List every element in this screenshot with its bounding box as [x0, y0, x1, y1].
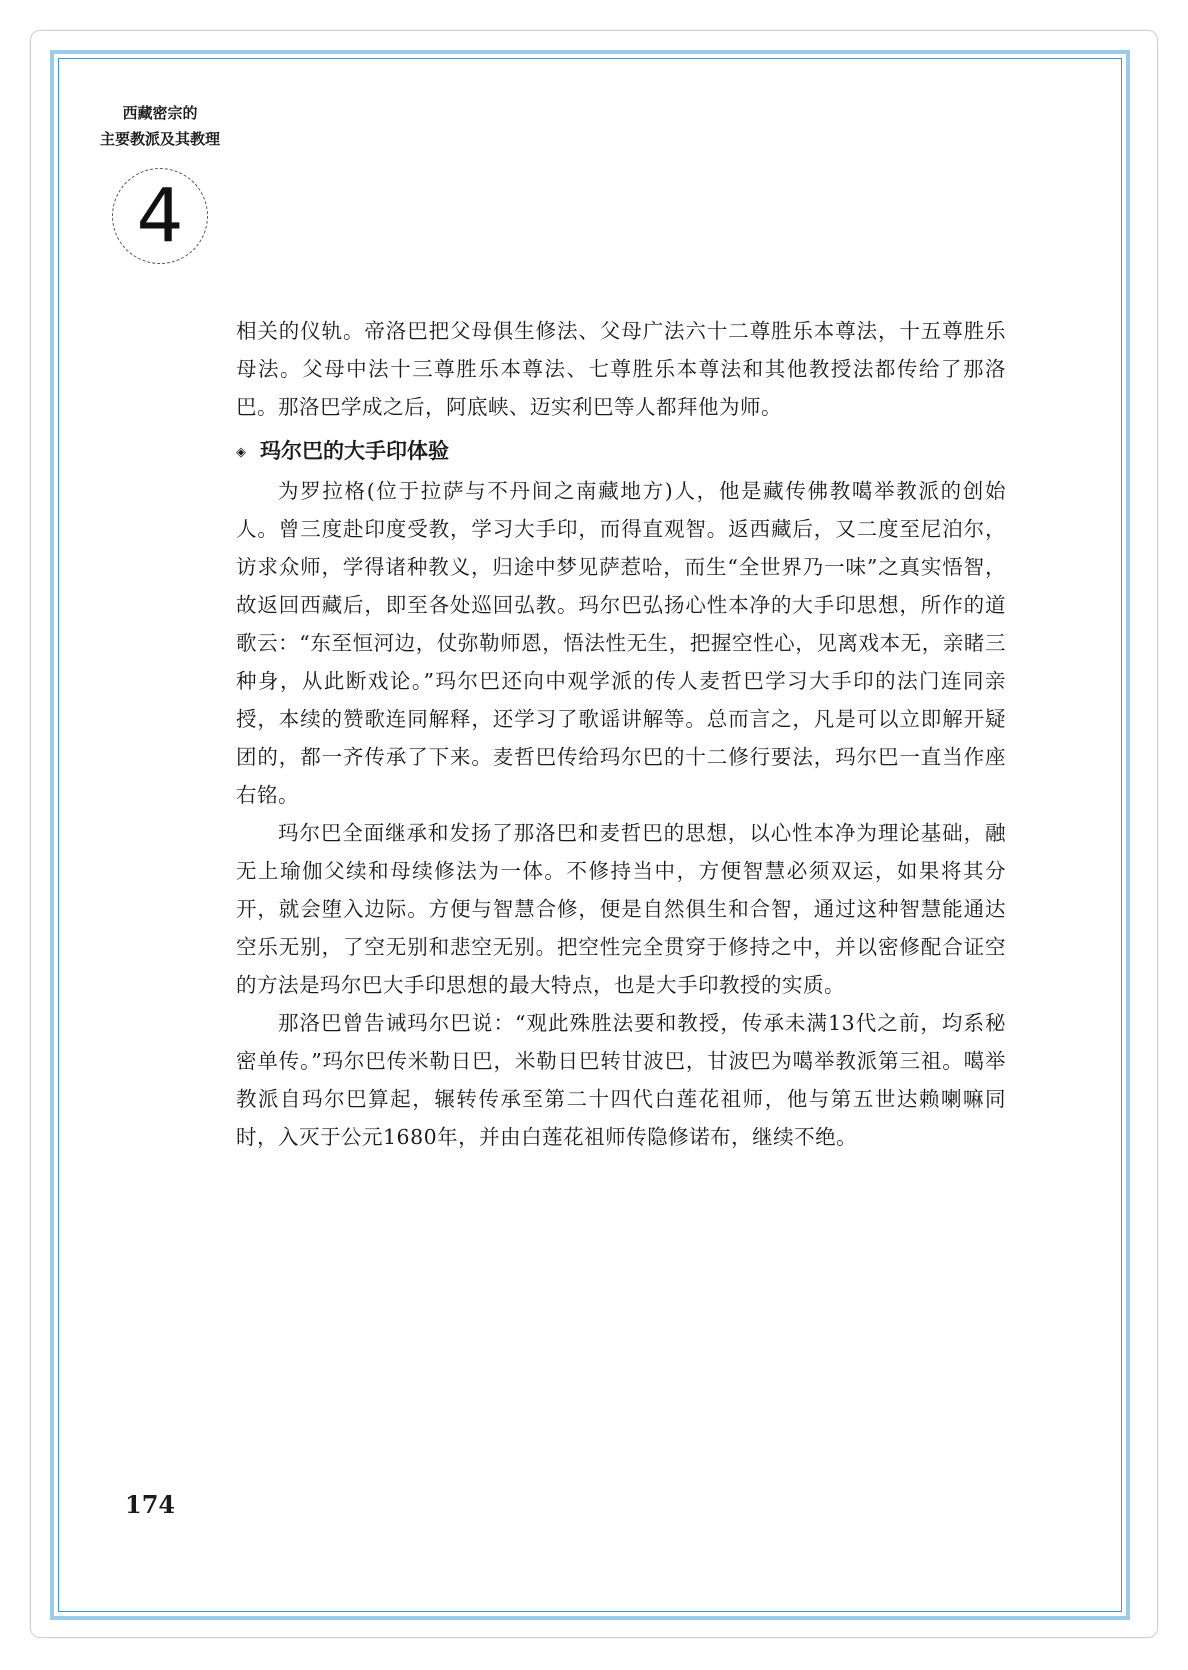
- paragraph-continued: 相关的仪轨。帝洛巴把父母俱生修法、父母广法六十二尊胜乐本尊法，十五尊胜乐母法。父母中法十三尊胜乐本尊法、七尊胜乐本尊法和其他教授法都传给了那洛巴。那洛巴学成之后，阿底峡、迈实利巴等人都拜他为师。: [236, 319, 1006, 419]
- section-bullet-icon: ◈: [236, 445, 246, 460]
- chapter-header-line2: 主要教派及其教理: [99, 130, 220, 148]
- chapter-header-line1: 西藏密宗的: [122, 104, 198, 122]
- paragraph: 那洛巴曾告诫玛尔巴说：“观此殊胜法要和教授，传承未满13代之前，均系秘密单传。”玛尔巴传米勒日巴，米勒日巴转甘波巴，甘波巴为噶举教派第三祖。噶举教派自玛尔巴算起，辗转传承至第二十四代白莲花祖师，他与第五世达赖喇嘛同时，入灭于公元1680年，并由白莲花祖师传隐修诺布，继续不绝。: [236, 1011, 1006, 1149]
- page-number: 174: [125, 1490, 176, 1519]
- paragraph: 为罗拉格(位于拉萨与不丹间之南藏地方)人，他是藏传佛教噶举教派的创始人。曾三度赴印度受教，学习大手印，而得直观智。返西藏后，又二度至尼泊尔，访求众师，学得诸种教义，归途中梦见萨惹哈，而生“全世界乃一味”之真实悟智，故返回西藏后，即至各处巡回弘教。玛尔巴弘扬心性本净的大手印思想，所作的道歌云：“东至恒河边，仗弥勒师恩，悟法性无生，把握空性心，见离戏本无，亲睹三种身，从此断戏论。”玛尔巴还向中观学派的传人麦哲巴学习大手印的法门连同亲授，本续的赞歌连同解释，还学习了歌谣讲解等。总而言之，凡是可以立即解开疑团的，都一齐传承了下来。麦哲巴传给玛尔巴的十二修行要法，玛尔巴一直当作座右铭。: [236, 479, 1006, 807]
- chapter-number: 4: [136, 173, 184, 259]
- section-heading: [236, 432, 1006, 472]
- paragraph: 玛尔巴全面继承和发扬了那洛巴和麦哲巴的思想，以心性本净为理论基础，融无上瑜伽父续和母续修法为一体。不修持当中，方便智慧必须双运，如果将其分开，就会堕入边际。方便与智慧合修，便是自然俱生和合智，通过这种智慧能通达空乐无别，了空无别和悲空无别。把空性完全贯穿于修持之中，并以密修配合证空的方法是玛尔巴大手印思想的最大特点，也是大手印教授的实质。: [236, 821, 1006, 997]
- body-text: [236, 312, 1006, 1156]
- section-heading-text: 玛尔巴的大手印体验: [260, 439, 449, 463]
- chapter-header: [80, 100, 240, 152]
